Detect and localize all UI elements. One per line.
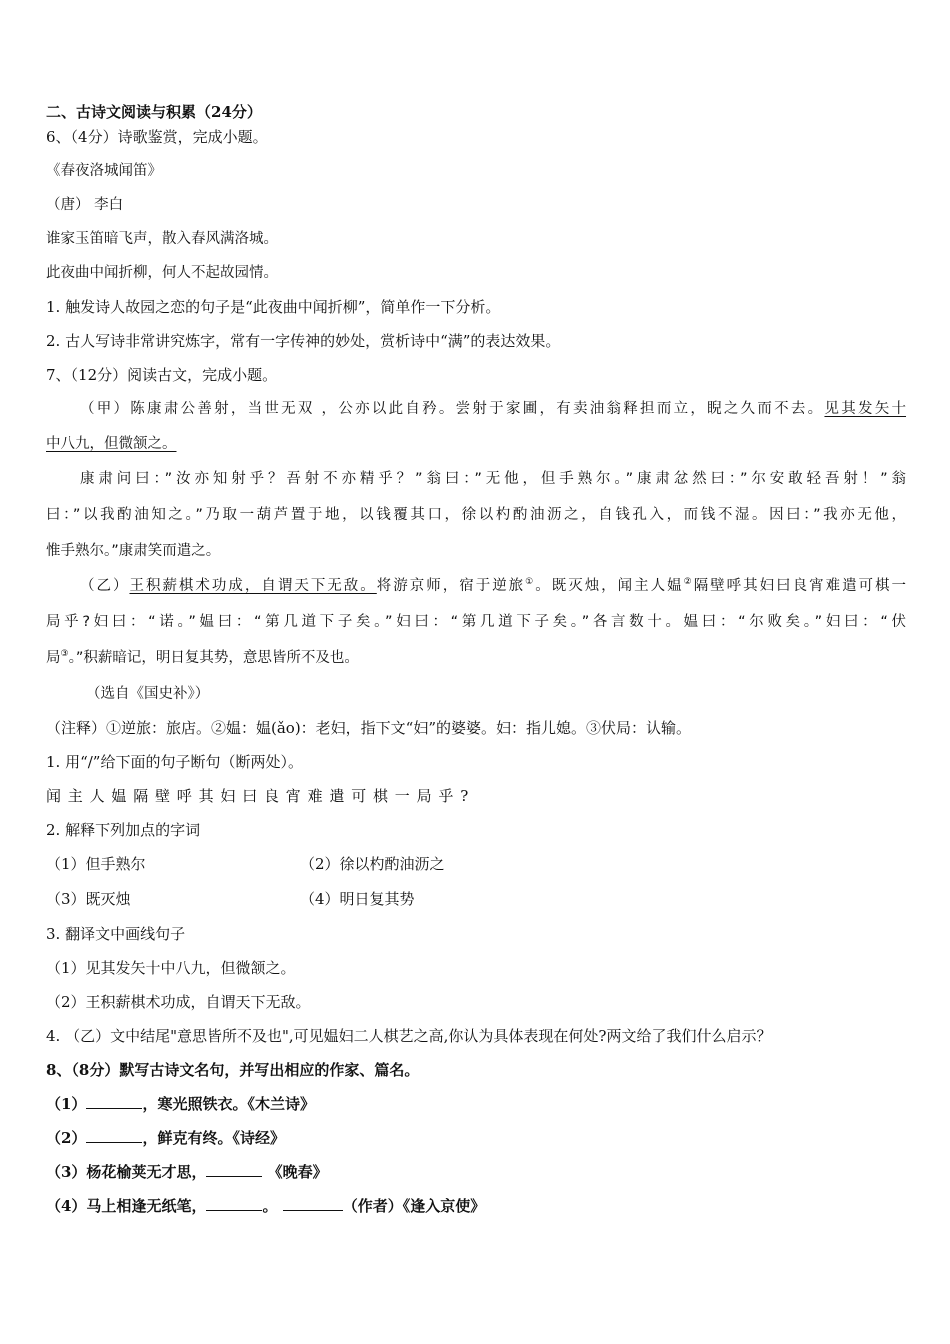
section-title: 二、古诗文阅读与积累（24分） [46,103,262,121]
q7-sub1: 1. 用“/”给下面的句子断句（断两处）。 [46,753,303,771]
jia-para-2-line-2: 曰：”以我酌油知之。”乃取一葫芦置于地，以钱覆其口，徐以杓酌油沥之，自钱孔入，而钱不湿。因曰：”我亦无他， [46,507,907,523]
footnote-mark-3: ③ [60,649,69,659]
answer-blank[interactable] [206,1162,262,1177]
yi-text-d: 局 [46,650,61,666]
q8-item-4-title: （作者）《逢入京使》 [342,1197,486,1215]
answer-blank[interactable] [206,1196,262,1211]
yi-text-c: 隔壁呼其妇曰良宵难遣可棋一 [693,578,907,594]
answer-blank[interactable] [86,1128,142,1143]
q8-item-1 [46,1094,315,1114]
yi-text-e: 。”积薪暗记，明日复其势，意思皆所不及也。 [68,650,359,666]
q8-item-4 [46,1196,485,1216]
q7-notes: （注释）①逆旅：旅店。②媪：媪(ǎo)：老妇，指下文“妇”的婆婆。妇：指儿媳。③伏局：认输。 [46,719,692,737]
yi-lead: （乙） [80,578,130,594]
author-blank[interactable] [283,1196,343,1211]
q7-sub2-item-1: （1）但手熟尔 [46,855,146,873]
answer-blank[interactable] [86,1094,142,1109]
q8-item-4-text: （4）马上相逢无纸笔， [46,1197,207,1215]
yi-source: （选自《国史补》） [86,686,210,702]
q6-sub1: 1. 触发诗人故园之恋的句子是“此夜曲中闻折柳”，简单作一下分析。 [46,298,501,316]
q8-item-3-title: 《晚春》 [262,1163,328,1181]
footnote-mark-2: ② [683,577,694,587]
q8-item-2-label: （2） [46,1129,87,1147]
q6-header: 6、（4分）诗歌鉴赏，完成小题。 [46,128,268,146]
poem-title: 《春夜洛城闻笛》 [46,163,162,179]
yi-para-line-2: 局乎?妇曰：“诺。”媪曰：“第几道下子矣。”妇曰：“第几道下子矣。”各言数十。媪曰：“尔败矣。”妇曰：“伏 [46,614,906,630]
q7-sub3-item-1: （1）见其发矢十中八九，但微颔之。 [46,959,296,977]
q8-item-2 [46,1128,285,1148]
q8-item-1-label: （1） [46,1095,87,1113]
yi-underlined-sentence: 王积薪棋术功成，自谓天下无敌。 [129,578,377,594]
q7-sub3-item-2: （2）王积薪棋术功成，自谓天下无敌。 [46,993,311,1011]
poem-line-1: 谁家玉笛暗飞声，散入春风满洛城。 [46,231,278,247]
q8-header: 8、（8分）默写古诗文名句，并写出相应的作家、篇名。 [46,1061,420,1079]
q7-header: 7、（12分）阅读古文，完成小题。 [46,366,278,384]
q7-sub1-sentence: 闻主人媪隔壁呼其妇曰良宵难遣可棋一局乎? [46,787,476,805]
jia-underlined-sentence-a: 见其发矢十 [824,401,907,417]
yi-text-b: 。既灭烛，闻主人媪 [535,578,684,594]
q8-item-2-text: ，鲜克有终。《诗经》 [142,1129,285,1147]
q7-sub2-item-4: （4）明日复其势 [300,890,415,908]
q8-item-3-text: （3）杨花榆荚无才思， [46,1163,207,1181]
q6-sub2: 2. 古人写诗非常讲究炼字，常有一字传神的妙处，赏析诗中“满”的表达效果。 [46,332,561,350]
jia-para-2-line-3: 惟手熟尔。”康肃笑而遣之。 [46,543,221,559]
poem-author: （唐） 李白 [46,197,124,213]
footnote-mark-1: ① [525,577,536,587]
q7-sub2: 2. 解释下列加点的字词 [46,821,201,839]
jia-para-1-line-2 [46,434,177,454]
jia-lead-text: （甲）陈康肃公善射，当世无双 ，公亦以此自矜。尝射于家圃，有卖油翁释担而立，睨之久而不去。 [80,401,825,417]
q7-sub2-item-2: （2）徐以杓酌油沥之 [300,855,445,873]
q7-sub2-item-3: （3）既灭烛 [46,890,131,908]
q7-sub3: 3. 翻译文中画线句子 [46,925,186,943]
yi-text-a: 将游京师，宿于逆旅 [376,578,526,594]
q8-item-4-period: 。 [262,1197,283,1215]
yi-para-line-3 [46,648,359,668]
jia-para-2-line-1: 康肃问曰：”汝亦知射乎？吾射不亦精乎？”翁曰：”无他，但手熟尔。”康肃忿然曰：”尔安敢轻吾射！”翁 [80,471,906,487]
yi-para-line-1 [80,576,906,596]
jia-para-1-line-1 [80,399,906,419]
jia-underlined-sentence-b: 中八九，但微颔之。 [46,436,177,452]
q8-item-3 [46,1162,328,1182]
poem-line-2: 此夜曲中闻折柳，何人不起故园情。 [46,265,278,281]
q7-sub4: 4. （乙）文中结尾"意思皆所不及也",可见媪妇二人棋艺之高,你认为具体表现在何处?两文给了我们什么启示？ [46,1027,772,1045]
q8-item-1-text: ，寒光照铁衣。《木兰诗》 [142,1095,315,1113]
